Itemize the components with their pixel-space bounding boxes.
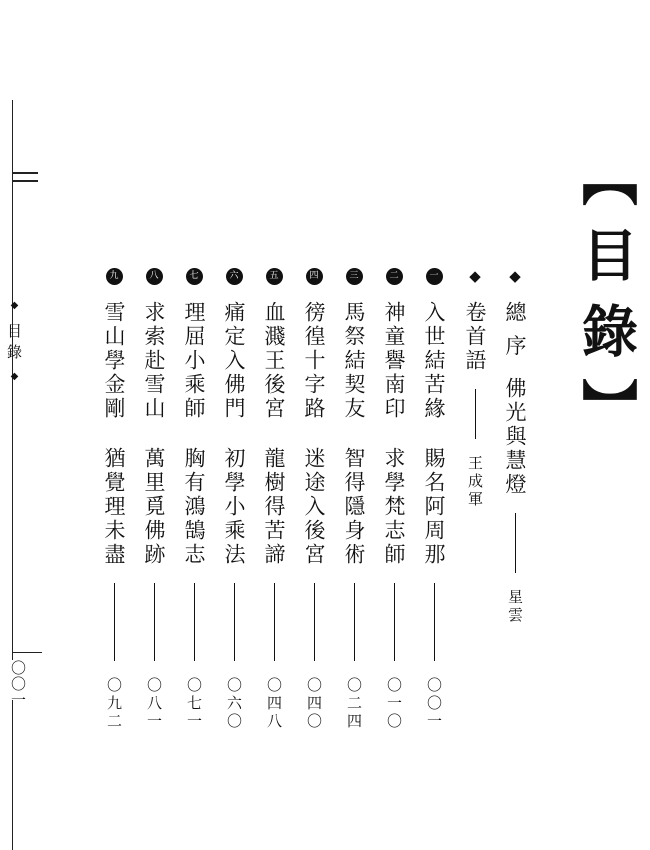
chapter-title-1: 理屈小乘師 xyxy=(182,301,206,421)
chapter-page: 〇六〇 xyxy=(225,677,243,731)
chapter-title-1: 馬祭結契友 xyxy=(342,301,366,421)
chapter-title-2: 猶覺理未盡 xyxy=(102,447,126,567)
toc-entry-author: 王成軍 xyxy=(466,455,484,509)
chapter-title-1: 痛定入佛門 xyxy=(222,301,246,421)
leader-dash xyxy=(314,583,315,661)
toc-entry-chapter-2[interactable] xyxy=(382,268,406,731)
chapter-number-badge: 六 xyxy=(226,268,243,285)
chapter-title-2: 智得隱身術 xyxy=(342,447,366,567)
chapter-title-2: 龍樹得苦諦 xyxy=(262,447,286,567)
toc-entry-label: 卷首語 xyxy=(463,301,487,373)
diamond-icon: ◆ xyxy=(509,267,521,285)
leader-dash xyxy=(394,583,395,661)
chapter-page: 〇二四 xyxy=(345,677,363,731)
toc-entry-chapter-8[interactable] xyxy=(142,268,166,731)
toc-entry-chapter-1[interactable] xyxy=(422,268,446,731)
leader-dash xyxy=(194,583,195,661)
chapter-page: 〇四〇 xyxy=(305,677,323,731)
toc-entry-chapter-6[interactable] xyxy=(222,268,246,731)
leader-dash xyxy=(274,583,275,661)
chapter-title-1: 雪山學金剛 xyxy=(102,301,126,421)
chapter-title-1: 徬徨十字路 xyxy=(302,301,326,421)
page-title: 【目錄】 xyxy=(573,150,639,454)
toc-entry-chapter-7[interactable] xyxy=(182,268,206,731)
leader-dash xyxy=(434,583,435,661)
chapter-title-2: 求學梵志師 xyxy=(382,447,406,567)
chapter-title-1: 血濺王後宮 xyxy=(262,301,286,421)
diamond-icon: ◆ xyxy=(9,300,20,317)
running-head xyxy=(4,300,25,388)
chapter-title-2: 賜名阿周那 xyxy=(422,447,446,567)
chapter-number-badge: 五 xyxy=(266,268,283,285)
leader-dash xyxy=(515,513,516,573)
margin-rule-lower xyxy=(12,700,13,850)
toc-entry-preface[interactable] xyxy=(503,268,527,625)
chapter-title-2: 胸有鴻鵠志 xyxy=(182,447,206,567)
chapter-title-1: 入世結苦緣 xyxy=(422,301,446,421)
chapter-page: 〇四八 xyxy=(265,677,283,731)
chapter-page: 〇八一 xyxy=(145,677,163,731)
chapter-title-1: 神童譽南印 xyxy=(382,301,406,421)
toc-entry-author: 星雲 xyxy=(506,588,524,625)
chapter-number-badge: 一 xyxy=(426,268,443,285)
margin-tick-1 xyxy=(12,172,38,174)
chapter-number-badge: 四 xyxy=(306,268,323,285)
toc-entry-chapter-3[interactable] xyxy=(342,268,366,731)
chapter-title-1: 求索赴雪山 xyxy=(142,301,166,421)
chapter-page: 〇九二 xyxy=(105,677,123,731)
chapter-page: 〇〇一 xyxy=(425,677,443,731)
leader-dash xyxy=(354,583,355,661)
toc-entry-subtitle: 佛光與慧燈 xyxy=(503,376,527,497)
chapter-number-badge: 三 xyxy=(346,268,363,285)
toc-entry-label: 總 序 xyxy=(503,301,527,359)
chapter-title-2: 萬里覓佛跡 xyxy=(142,447,166,567)
chapter-number-badge: 八 xyxy=(146,268,163,285)
margin-tick-2 xyxy=(12,180,38,182)
page-number: 〇〇一 xyxy=(9,660,27,708)
chapter-number-badge: 七 xyxy=(186,268,203,285)
chapter-page: 〇七一 xyxy=(185,677,203,731)
diamond-icon: ◆ xyxy=(469,267,481,285)
leader-dash xyxy=(154,583,155,661)
running-head-label: 目錄 xyxy=(5,323,23,365)
chapter-number-badge: 九 xyxy=(106,268,123,285)
leader-dash xyxy=(234,583,235,661)
chapter-page: 〇一〇 xyxy=(385,677,403,731)
toc-entry-foreword[interactable] xyxy=(463,268,487,509)
chapter-title-2: 迷途入後宮 xyxy=(302,447,326,567)
toc-entry-chapter-5[interactable] xyxy=(262,268,286,731)
leader-dash xyxy=(475,389,476,439)
diamond-icon: ◆ xyxy=(9,371,20,388)
toc-entry-chapter-4[interactable] xyxy=(302,268,326,731)
toc-entry-chapter-9[interactable] xyxy=(102,268,126,731)
chapter-number-badge: 二 xyxy=(386,268,403,285)
leader-dash xyxy=(114,583,115,661)
chapter-title-2: 初學小乘法 xyxy=(222,447,246,567)
page-number-rule xyxy=(12,652,42,653)
